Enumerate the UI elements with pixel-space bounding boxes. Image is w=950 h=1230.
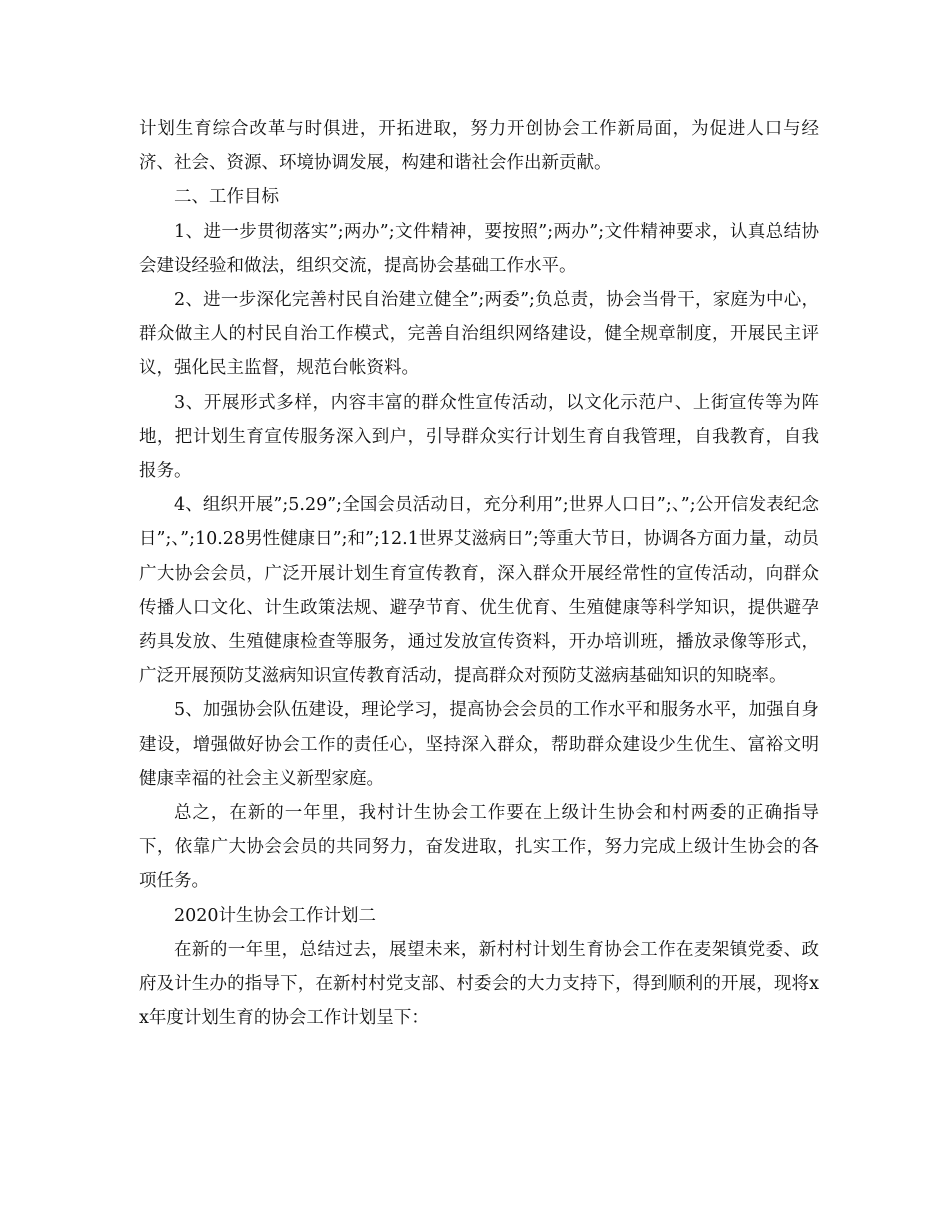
document-body <box>139 112 819 1035</box>
section-heading-work-goals: 二、工作目标 <box>174 187 279 208</box>
goal-item-3: 3、开展形式多样，内容丰富的群众性宣传活动，以文化示范户、上街宣传等为阵地，把计划生育宣传服务深入到户，引导群众实行计划生育自我管理，自我教育，自我报务。 <box>139 392 819 482</box>
goal-item-5: 5、加强协会队伍建设，理论学习，提高协会会员的工作水平和服务水平，加强自身建设，增强做好协会工作的责任心，坚持深入群众，帮助群众建设少生优生、富裕文明健康幸福的社会主义新型家庭。 <box>139 700 819 789</box>
goal-item-2: 2、进一步深化完善村民自治建立健全”;两委”;负总责，协会当骨干，家庭为中心，群众做主人的村民自治工作模式，完善自治组织网络建设，健全规章制度，开展民主评议，强化民主监督，规范台帐资料。 <box>139 290 819 379</box>
paragraph-continuation: 计划生育综合改革与时俱进，开拓进取，努力开创协会工作新局面，为促进人口与经济、社会、资源、环境协调发展，构建和谐社会作出新贡献。 <box>139 119 819 174</box>
summary-paragraph: 总之，在新的一年里，我村计生协会工作要在上级计生协会和村两委的正确指导下，依靠广大协会会员的共同努力，奋发进取，扎实工作，努力完成上级计生协会的各项任务。 <box>139 803 819 892</box>
goal-item-1: 1、进一步贯彻落实”;两办”;文件精神，要按照”;两办”;文件精神要求，认真总结协会建设经验和做法，组织交流，提高协会基础工作水平。 <box>139 221 819 276</box>
goal-item-4: 4、组织开展”;5.29”;全国会员活动日，充分利用”;世界人口日”;、”;公开信发表纪念日”;、”;10.28男性健康日”;和”;12.1世界艾滋病日”;等重大节日，协调各方面力量，动员广大协会会员，广泛开展计划生育宣传教育，深入群众开展经常性的宣传活动，向群众传播人口文化、计生政策法规、避孕节育、优生优育、生殖健康等科学知识，提供避孕药具发放、生殖健康检查等服务，通过发放宣传资料，开办培训班，播放录像等形式，广泛开展预防艾滋病知识宣传教育活动，提高群众对预防艾滋病基础知识的知晓率。 <box>139 495 819 687</box>
plan-two-intro: 在新的一年里，总结过去，展望未来，新村村计划生育协会工作在麦架镇党委、政府及计生办的指导下，在新村村党支部、村委会的大力支持下，得到顺利的开展，现将xx年度计划生育的协会工作计划呈下： <box>139 939 819 1029</box>
plan-two-title: 2020计生协会工作计划二 <box>174 905 377 926</box>
